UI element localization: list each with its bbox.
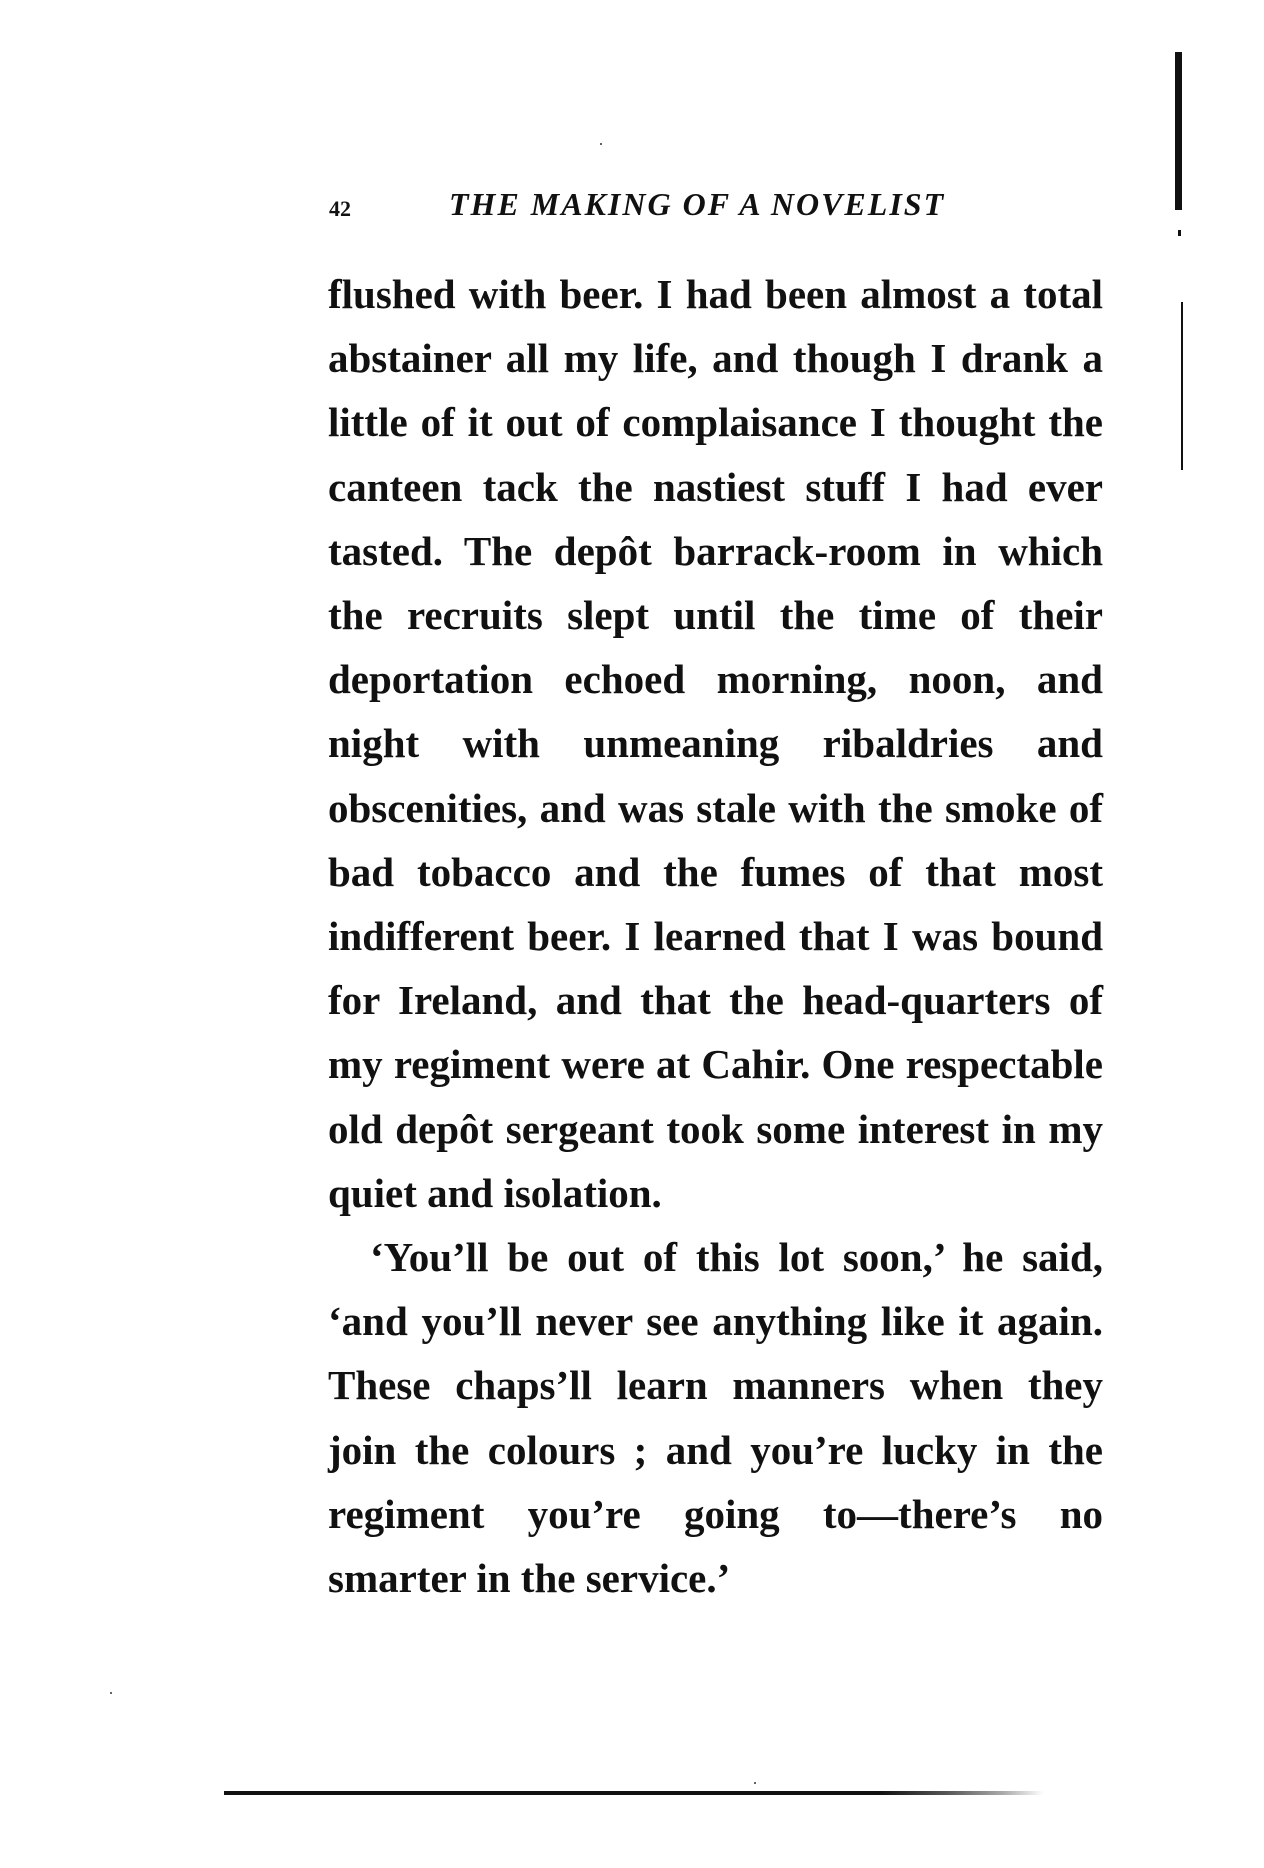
scan-edge-mark [1178,230,1181,236]
bottom-rule [224,1791,1044,1795]
scan-speck [110,1692,112,1694]
scan-speck [754,1782,756,1784]
paragraph: flushed with beer. I had been almost a total abstainer all my life, and though I drank a little of it out of complaisance I thought the canteen tack the nastiest stuff I had ever tasted. The depôt barrack-room in which the recruits slept until the time of their deportation echoed morning, noon, and night with unmeaning ribaldries and obscenities, and was stale with the smoke of bad tobacco and the fumes of that most indifferent beer. I learned that I was bound for Ireland, and that the head-quarters of my regiment were at Cahir. One respectable old depôt sergeant took some interest in my quiet and isolation. [328,271,1103,1216]
scan-speck [600,143,602,145]
running-head [329,186,1129,236]
scan-edge-mark [1181,302,1183,470]
scan-edge-mark [1175,52,1182,210]
running-title: THE MAKING OF A NOVELIST [449,186,946,222]
body-text [328,262,1103,1610]
page-number: 42 [329,196,351,221]
paragraph: ‘You’ll be out of this lot soon,’ he said, ‘and you’ll never see anything like it again. These chaps’ll learn manners when they join the colours ; and you’re lucky in the regiment you’re going to—there’s no smarter in the service.’ [328,1234,1103,1602]
